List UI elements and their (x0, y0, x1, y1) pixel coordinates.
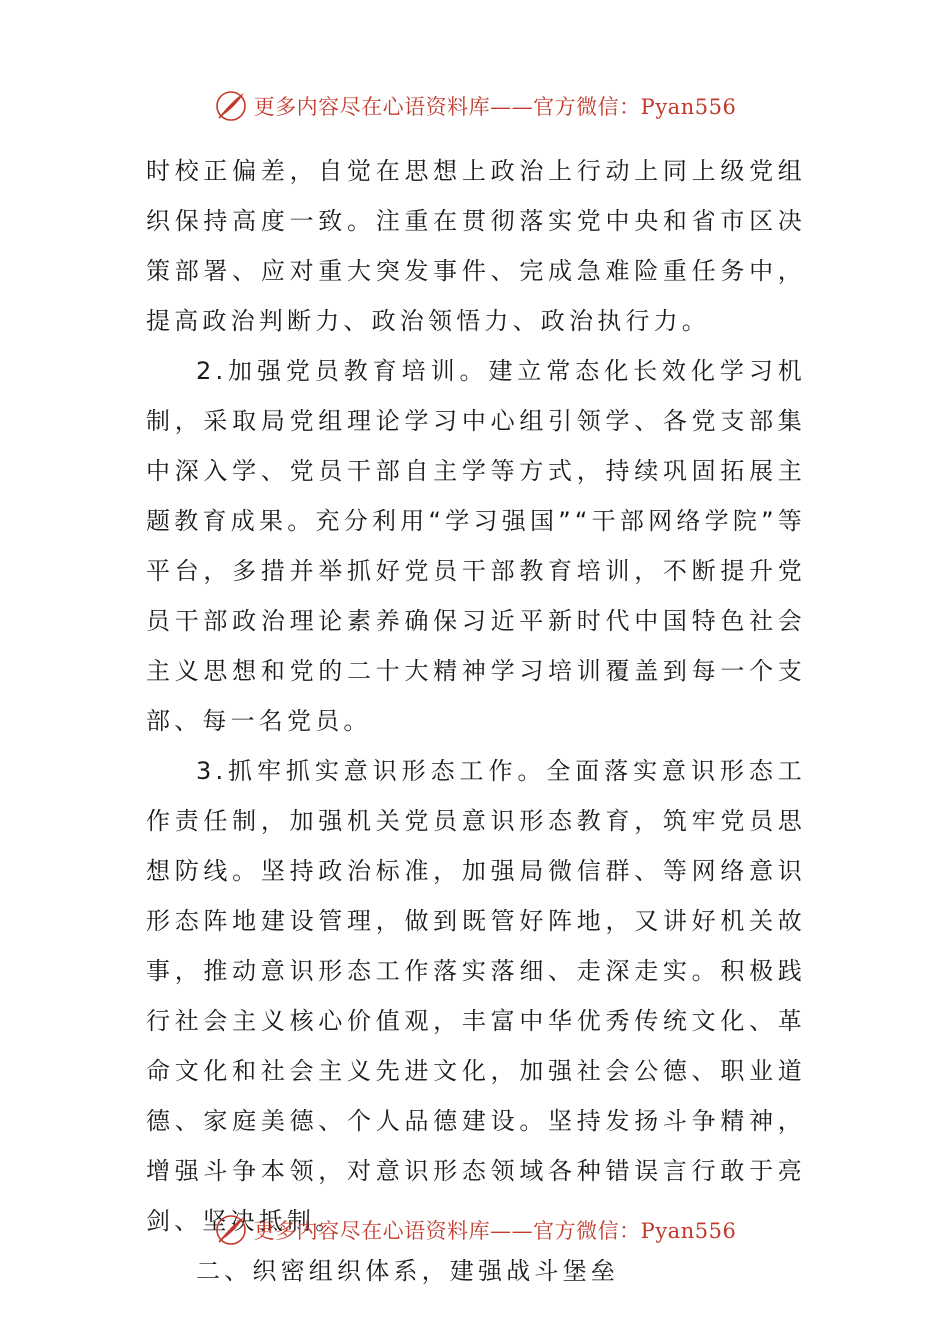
quill-pen-icon (214, 1213, 248, 1247)
paragraph-continuation: 时校正偏差，自觉在思想上政治上行动上同上级党组织保持高度一致。注重在贯彻落实党中央和省市区决策部署、应对重大突发事件、完成急难险重任务中，提高政治判断力、政治领悟力、政治执行力。 (146, 157, 806, 335)
banner-text: 更多内容尽在心语资料库——官方微信：Pyan556 (253, 95, 737, 119)
header-watermark-banner (0, 86, 950, 126)
document-body (146, 146, 806, 1296)
section-heading: 二、织密组织体系，建强战斗堡垒 (196, 1257, 619, 1285)
paragraph-item-2: 2.加强党员教育培训。建立常态化长效化学习机制，采取局党组理论学习中心组引领学、各党支部集中深入学、党员干部自主学等方式，持续巩固拓展主题教育成果。充分利用“学习强国”“干部网络学院”等平台，多措并举抓好党员干部教育培训，不断提升党员干部政治理论素养确保习近平新时代中国特色社会主义思想和党的二十大精神学习培训覆盖到每一个支部、每一名党员。 (146, 357, 806, 735)
quill-pen-icon (214, 89, 248, 123)
footer-watermark-banner (0, 1210, 950, 1250)
paragraph-item-3: 3.抓牢抓实意识形态工作。全面落实意识形态工作责任制，加强机关党员意识形态教育，筑牢党员思想防线。坚持政治标准，加强局微信群、等网络意识形态阵地建设管理，做到既管好阵地，又讲好机关故事，推动意识形态工作落实落细、走深走实。积极践行社会主义核心价值观，丰富中华优秀传统文化、革命文化和社会主义先进文化，加强社会公德、职业道德、家庭美德、个人品德建设。坚持发扬斗争精神，增强斗争本领，对意识形态领域各种错误言行敢于亮剑、坚决抵制。 (146, 757, 806, 1235)
banner-text: 更多内容尽在心语资料库——官方微信：Pyan556 (253, 1219, 737, 1243)
